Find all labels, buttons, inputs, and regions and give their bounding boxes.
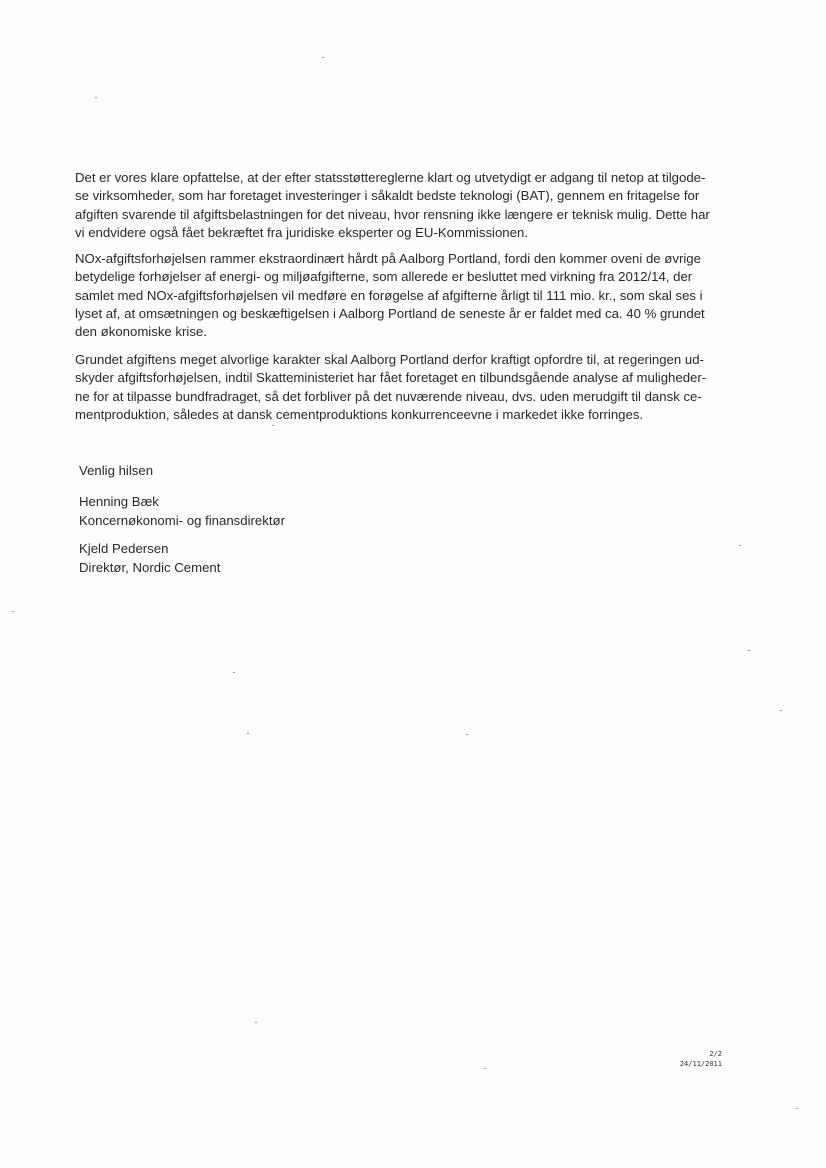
text-line: se virksomheder, som har foretaget investeringer i såkaldt bedste teknologi (BAT), gennem en fritagelse for bbox=[75, 188, 700, 204]
text-line: den økonomiske krise. bbox=[75, 324, 207, 340]
closing-text: Venlig hilsen bbox=[79, 463, 154, 478]
text-line: skyder afgiftsforhøjelsen, indtil Skatteministeriet har fået foretaget en tilbundsgående analyse af muligheder- bbox=[75, 370, 707, 386]
signatory-title: Direktør, Nordic Cement bbox=[79, 559, 221, 575]
scan-speck bbox=[739, 545, 741, 546]
scan-speck bbox=[255, 1022, 257, 1023]
text-line: ne for at tilpasse bundfradraget, så det forbliver på det nuværende niveau, dvs. uden merudgift til dansk ce- bbox=[75, 388, 702, 404]
signatory-block-1 bbox=[79, 493, 285, 530]
text-line: Grundet afgiftens meget alvorlige karakter skal Aalborg Portland derfor kraftigt opfordre til, at regeringen ud- bbox=[75, 352, 704, 367]
page-footer bbox=[680, 1049, 722, 1069]
signatory-title: Koncernøkonomi- og finansdirektør bbox=[79, 512, 285, 528]
paragraph-state-aid bbox=[75, 169, 725, 242]
signatory-name: Kjeld Pedersen bbox=[79, 541, 169, 556]
text-line: lyset af, at omsætningen og beskæftigelsen i Aalborg Portland de seneste år er faldet med ca. 40 % grundet bbox=[75, 305, 705, 321]
scan-speck bbox=[247, 733, 249, 734]
text-line: afgiften svarende til afgiftsbelastningen for det niveau, hvor rensning ikke længere er teknisk mulig. Dette har bbox=[75, 206, 710, 222]
scan-speck bbox=[233, 672, 235, 673]
text-line: samlet med NOx-afgiftsforhøjelsen vil medføre en forøgelse af afgifterne årligt til 111 mio. kr., som skal ses i bbox=[75, 287, 703, 303]
text-line: Det er vores klare opfattelse, at der efter statsstøttereglerne klart og utvetydigt er adgang til netop at tilgode- bbox=[75, 170, 706, 185]
scan-speck bbox=[796, 1108, 798, 1109]
scan-speck bbox=[12, 611, 14, 612]
closing-salutation bbox=[79, 462, 153, 481]
scan-speck bbox=[272, 425, 274, 426]
text-line: betydelige forhøjelser af energi- og miljøafgifterne, som allerede er besluttet med virkning fra 2012/14, der bbox=[75, 269, 693, 285]
text-line: mentproduktion, således at dansk cementproduktions konkurrenceevne i markedet ikke forringes. bbox=[75, 406, 644, 422]
scan-speck bbox=[484, 1068, 486, 1069]
paragraph-request bbox=[75, 351, 725, 424]
footer-date: 24/11/2011 bbox=[679, 1060, 722, 1068]
scan-speck bbox=[95, 97, 97, 98]
text-line: vi endvidere også fået bekræftet fra juridiske eksperter og EU-Kommissionen. bbox=[75, 224, 528, 240]
signatory-name: Henning Bæk bbox=[79, 494, 159, 509]
signatory-block-2 bbox=[79, 540, 220, 577]
scan-speck bbox=[780, 710, 782, 711]
scan-speck bbox=[748, 650, 750, 651]
paragraph-nox-impact bbox=[75, 250, 725, 341]
page-number: 2/2 bbox=[709, 1050, 722, 1058]
scan-speck bbox=[322, 57, 324, 58]
text-line: NOx-afgiftsforhøjelsen rammer ekstraordinært hårdt på Aalborg Portland, fordi den kommer oveni de øvrige bbox=[75, 251, 701, 266]
scan-speck bbox=[466, 734, 468, 735]
